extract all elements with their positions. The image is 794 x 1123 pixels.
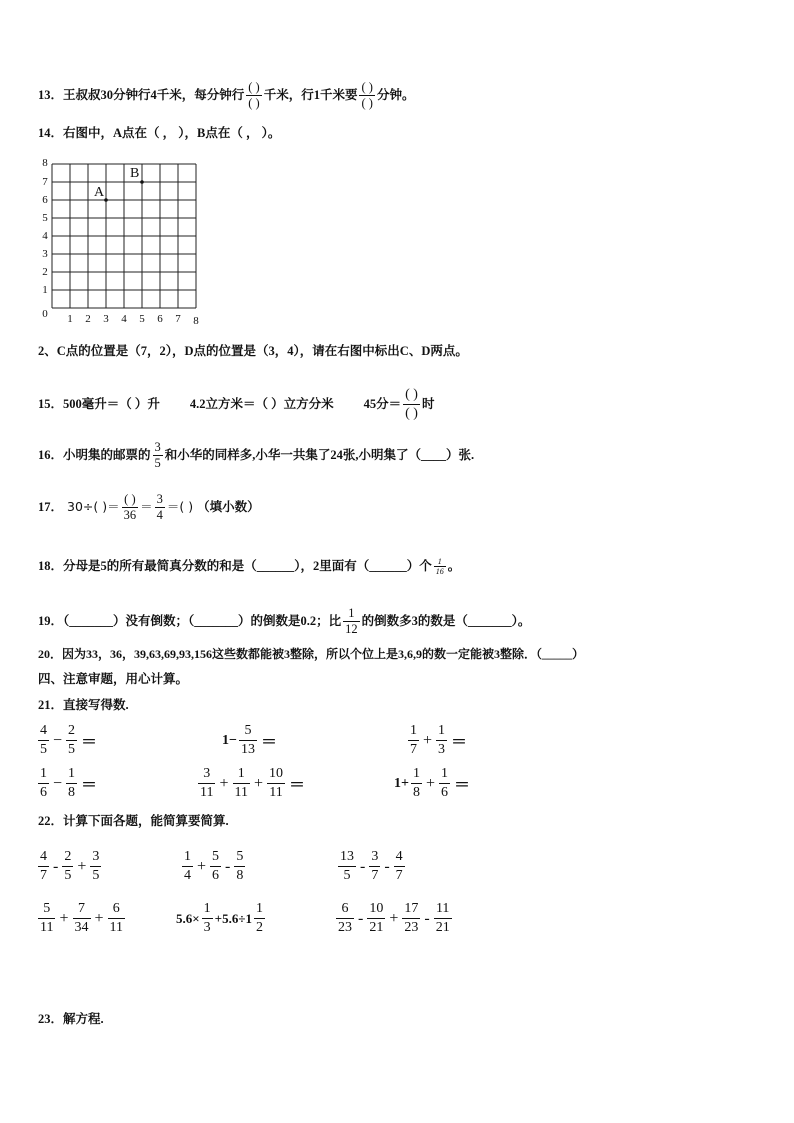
point-b-dot — [140, 180, 144, 184]
q13-fraction-1 — [246, 80, 261, 111]
q17-den: 36 — [123, 508, 137, 522]
q17-den-2: 4 — [156, 508, 163, 522]
q13-pre: 13．王叔叔30分钟行4千米，每分钟行 — [38, 88, 245, 102]
q22c-d2: 7 — [371, 868, 379, 883]
y-label-3: 3 — [42, 248, 48, 260]
q22d-n2: 7 — [73, 900, 91, 919]
q21e-eq: ＝ — [289, 777, 306, 794]
q16-fraction — [153, 440, 163, 471]
q13-blank-den-2: ( ) — [361, 96, 373, 110]
q22f-d3: 23 — [404, 920, 419, 935]
q22d-n1: 5 — [38, 900, 55, 919]
q21-item-b — [222, 722, 279, 759]
x-label-7: 7 — [175, 313, 181, 325]
q22b-n1: 1 — [182, 848, 193, 867]
q22-item-f — [334, 900, 454, 937]
q19-fraction — [343, 606, 360, 637]
x-label-4: 4 — [121, 313, 127, 325]
question-14: 14．右图中，A点在（ ， ），B点在（ ， ）。 — [38, 126, 281, 140]
q15-part1: 15．500毫升＝（ ）升 — [38, 397, 160, 411]
q15-unit: 时 — [421, 397, 435, 411]
q21e-n1: 3 — [198, 765, 215, 784]
q15-blank-num: ( ) — [403, 386, 420, 405]
q13-post: 分钟。 — [376, 88, 415, 102]
q21f-op: + — [425, 774, 436, 792]
q22b-n3: 5 — [234, 848, 245, 867]
section-4-title: 四、注意审题，用心计算。 — [38, 672, 189, 686]
q22c-op1: - — [360, 857, 366, 875]
q22e-d1: 3 — [203, 920, 211, 935]
q22a-op2: + — [77, 857, 87, 875]
q22a-d2: 5 — [64, 868, 72, 883]
x-label-3: 3 — [103, 313, 109, 325]
q15-blank-den: ( ) — [405, 406, 418, 421]
q22f-n3: 17 — [402, 900, 420, 919]
q21a-n2: 2 — [66, 722, 77, 741]
question-17 — [38, 492, 260, 523]
q22a-d1: 7 — [40, 868, 47, 883]
q16-pre: 16．小明集的邮票的 — [38, 448, 151, 462]
q22f-op2: + — [389, 909, 399, 927]
point-a-label: A — [94, 185, 105, 200]
q22f-n2: 10 — [367, 900, 385, 919]
q18-num: 1 — [434, 557, 446, 567]
q13-fraction-2 — [359, 80, 374, 111]
q22c-d3: 7 — [395, 868, 403, 883]
q15-part2: 4.2立方米＝（ ）立方分米 — [189, 397, 334, 411]
q22b-d1: 4 — [184, 868, 191, 883]
q17-num-2: 3 — [156, 492, 163, 506]
q16-post: 和小华的同样多,小华一共集了24张,小明集了（____）张. — [164, 448, 475, 462]
question-13 — [38, 80, 414, 111]
q22c-n3: 4 — [394, 848, 405, 867]
y-label-2: 2 — [42, 266, 48, 278]
point-b-label: B — [130, 166, 140, 181]
q21e-op2: + — [254, 774, 264, 792]
q18-den: 16 — [435, 567, 444, 576]
q22c-n2: 3 — [369, 848, 380, 867]
x-label-1: 1 — [67, 313, 73, 325]
q21e-d1: 11 — [200, 785, 214, 800]
q13-mid: 千米，行1千米要 — [263, 88, 358, 102]
question-16 — [38, 440, 474, 471]
question-15 — [38, 386, 434, 423]
q13-blank-den-1: ( ) — [248, 96, 260, 110]
q22-item-c — [336, 848, 407, 885]
question-23: 23．解方程. — [38, 1012, 104, 1026]
q21d-d1: 6 — [40, 785, 47, 800]
q22a-n2: 2 — [62, 848, 73, 867]
q21b-eq: ＝ — [260, 734, 277, 751]
q18-fraction — [434, 557, 446, 576]
q19-pre: 19．（_______）没有倒数；（_______）的倒数是0.2；比 — [38, 614, 342, 628]
q17-label: 17． — [38, 500, 64, 514]
q22f-d2: 21 — [369, 920, 384, 935]
question-cd-points: 2、C点的位置是（7，2），D点的位置是（3，4），请在右图中标出C、D两点。 — [38, 344, 468, 358]
q21a-op: − — [53, 731, 63, 749]
q21c-n2: 1 — [436, 722, 447, 741]
q21a-d2: 5 — [68, 742, 76, 757]
q22f-op3: - — [424, 909, 430, 927]
q21f-whole: 1+ — [394, 775, 409, 791]
q21c-eq: ＝ — [451, 734, 468, 751]
q19-post: 的倒数多3的数是（_______）。 — [361, 614, 531, 628]
q15-fraction — [403, 386, 420, 423]
y-label-7: 7 — [42, 176, 48, 188]
y-label-1: 1 — [42, 284, 48, 296]
q18-pre: 18．分母是5的所有最简真分数的和是（______），2里面有（______）个 — [38, 559, 432, 573]
q22d-n3: 6 — [108, 900, 125, 919]
q22e-d2: 2 — [255, 920, 263, 935]
y-label-4: 4 — [42, 230, 48, 242]
point-a-dot — [104, 198, 108, 202]
q17-fraction-2 — [155, 492, 165, 523]
q22f-d4: 21 — [435, 920, 450, 935]
q22d-d2: 34 — [74, 920, 89, 935]
q21-item-c — [406, 722, 469, 759]
q22a-n3: 3 — [90, 848, 101, 867]
q22d-op2: + — [94, 909, 104, 927]
q22a-n1: 4 — [38, 848, 49, 867]
q22f-d1: 23 — [338, 920, 352, 935]
x-label-2: 2 — [85, 313, 91, 325]
q21b-whole: 1− — [222, 732, 237, 748]
question-20: 20．因为33，36，39,63,69,93,156这些数都能被3整除，所以个位上是3,6,9的数一定能被3整除．（_____） — [38, 647, 585, 661]
q22e-part-b: +5.6÷1 — [214, 910, 252, 926]
q17-fraction-1 — [122, 492, 139, 523]
q21e-d3: 11 — [269, 785, 283, 800]
q21a-n1: 4 — [38, 722, 49, 741]
q21d-eq: ＝ — [81, 777, 98, 794]
q18-post: 。 — [447, 559, 461, 573]
q21b-d: 13 — [240, 742, 255, 757]
q21e-op1: + — [219, 774, 229, 792]
q22d-d3: 11 — [109, 920, 124, 935]
q21e-n2: 1 — [233, 765, 250, 784]
q22-item-a — [36, 848, 103, 885]
q17-tail: （填小数） — [197, 500, 260, 514]
q21e-d2: 11 — [234, 785, 248, 800]
q21b-n: 5 — [239, 722, 257, 741]
q22c-d1: 5 — [343, 868, 351, 883]
q21a-d1: 5 — [40, 742, 47, 757]
q22b-d3: 8 — [236, 868, 244, 883]
question-21: 21．直接写得数. — [38, 698, 129, 712]
q22b-op2: - — [225, 857, 231, 875]
q17-eq-2: ＝ — [140, 499, 153, 514]
q22e-n2: 1 — [254, 900, 265, 919]
q21c-d2: 3 — [438, 742, 446, 757]
q22a-d3: 5 — [92, 868, 100, 883]
q15-part3: 45分＝ — [363, 397, 402, 411]
q21f-eq: ＝ — [454, 777, 471, 794]
q13-blank-num-2: ( ) — [361, 80, 373, 94]
q21-item-a — [36, 722, 99, 759]
q19-den: 12 — [345, 622, 358, 636]
q16-den: 5 — [154, 456, 161, 470]
y-label-8: 8 — [42, 157, 48, 169]
q13-blank-num-1: ( ) — [248, 80, 260, 94]
q22b-op1: + — [197, 857, 207, 875]
q22f-op1: - — [358, 909, 364, 927]
x-label-5: 5 — [139, 313, 145, 325]
q17-blank-2: ( ) — [179, 499, 194, 514]
y-label-0: 0 — [42, 308, 48, 320]
y-label-5: 5 — [42, 212, 48, 224]
q21f-n1: 1 — [411, 765, 422, 784]
q21f-d2: 6 — [441, 785, 449, 800]
q21-item-e — [196, 765, 307, 802]
q17-dividend: 30÷ — [67, 499, 94, 514]
question-18 — [38, 557, 460, 576]
q22a-op1: - — [53, 857, 59, 875]
q21-item-f — [394, 765, 472, 802]
q19-num: 1 — [343, 606, 360, 622]
q17-eq-1: ＝ — [107, 499, 120, 514]
x-label-8: 8 — [193, 315, 199, 327]
q22c-op2: - — [384, 857, 390, 875]
q21c-op: + — [423, 731, 433, 749]
q16-num: 3 — [154, 440, 161, 454]
q22b-n2: 5 — [210, 848, 221, 867]
q17-eq-3: ＝ — [166, 499, 180, 514]
question-22: 22．计算下面各题，能简算要简算. — [38, 814, 229, 828]
q21a-eq: ＝ — [81, 734, 98, 751]
q21-item-d — [36, 765, 99, 802]
x-label-6: 6 — [157, 313, 163, 325]
q22d-op1: + — [59, 909, 69, 927]
coordinate-grid — [36, 156, 208, 328]
q21e-n3: 10 — [267, 765, 285, 784]
q22-item-b — [180, 848, 247, 885]
q22-item-e — [176, 900, 267, 937]
q22f-n4: 11 — [434, 900, 452, 919]
q21d-op: − — [53, 774, 63, 792]
q21c-n1: 1 — [408, 722, 419, 741]
q17-num-blank: ( ) — [122, 492, 139, 508]
q21f-n2: 1 — [439, 765, 450, 784]
question-19 — [38, 606, 530, 637]
q22e-part-a: 5.6× — [176, 910, 200, 926]
q22d-d1: 11 — [40, 920, 54, 935]
q21d-d2: 8 — [68, 785, 76, 800]
q17-blank-1: ( ) — [93, 499, 108, 514]
q21f-d1: 8 — [412, 785, 420, 800]
q22b-d2: 6 — [212, 868, 220, 883]
q21c-d1: 7 — [410, 742, 417, 757]
y-label-6: 6 — [42, 194, 48, 206]
q21d-n2: 1 — [66, 765, 77, 784]
q22-item-d — [36, 900, 127, 937]
q21d-n1: 1 — [38, 765, 49, 784]
q22c-n1: 13 — [338, 848, 356, 867]
q22f-n1: 6 — [336, 900, 354, 919]
q22e-n1: 1 — [202, 900, 213, 919]
